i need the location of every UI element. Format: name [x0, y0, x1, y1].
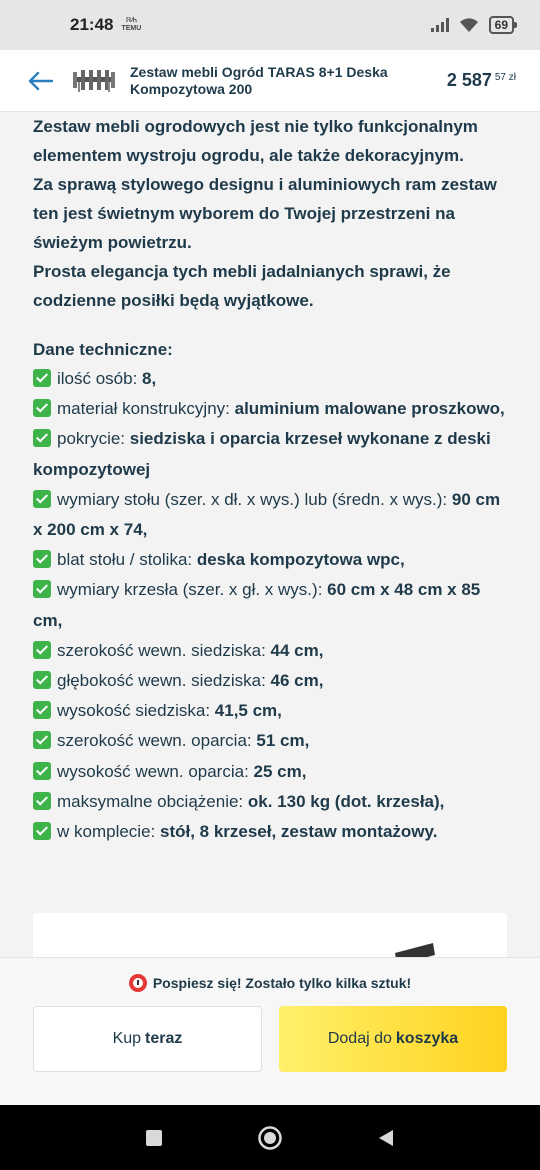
stock-alert-text: Pospiesz się! Zostało tylko kilka sztuk!	[152, 975, 412, 991]
tech-spec-value: 46 cm,	[270, 671, 324, 691]
square-icon	[145, 1129, 163, 1147]
tech-spec-label: pokrycie:	[57, 429, 130, 449]
buy-now-bold: teraz	[145, 1030, 183, 1047]
checkmark-icon	[33, 399, 51, 417]
tech-spec-item	[33, 726, 507, 756]
tech-spec-label: wysokość siedziska:	[57, 701, 215, 721]
add-to-cart-button[interactable]	[279, 1006, 507, 1072]
tech-spec-label: głębokość wewn. siedziska:	[57, 671, 271, 691]
checkmark-icon	[33, 671, 51, 689]
tech-spec-label: maksymalne obciążenie:	[57, 791, 248, 811]
checkmark-icon	[33, 762, 51, 780]
tech-spec-label: materiał konstrukcyjny:	[57, 399, 235, 419]
tech-spec-value: aluminium malowane proszkowo,	[234, 399, 505, 419]
tech-spec-label: wymiary krzesła (szer. x gł. x wys.):	[57, 580, 328, 600]
buy-now-prefix: Kup	[112, 1030, 142, 1047]
tech-spec-value: deska kompozytowa wpc,	[196, 550, 405, 570]
tech-spec-item	[33, 575, 507, 635]
back-button[interactable]	[24, 65, 56, 97]
tech-spec-value: 44 cm,	[270, 640, 324, 660]
system-nav-bar	[0, 1105, 540, 1170]
tech-spec-item	[33, 787, 507, 817]
stock-alert	[0, 974, 540, 992]
description-paragraph-1: Zestaw mebli ogrodowych jest nie tylko funkcjonalnym elementem wystroju ogrodu, ale także dekoracyjnym.	[33, 117, 478, 165]
tech-spec-item	[33, 424, 507, 484]
tech-spec-value: 8,	[142, 369, 157, 388]
product-header	[0, 50, 540, 112]
tech-spec-item	[33, 696, 507, 726]
tech-spec-item	[33, 636, 507, 666]
tech-spec-item	[33, 817, 507, 847]
tech-spec-value: 90 cm x 200 cm x 74,	[33, 489, 501, 540]
purchase-panel	[0, 957, 540, 1105]
checkmark-icon	[33, 731, 51, 749]
status-bar	[0, 0, 540, 50]
product-title: Zestaw mebli Ogród TARAS 8+1 Deska Kompozytowa 200	[130, 63, 388, 97]
back-nav-button[interactable]	[372, 1124, 400, 1152]
temu-status-icon	[121, 17, 141, 33]
tech-spec-value: 51 cm,	[256, 731, 310, 751]
add-to-cart-prefix: Dodaj do	[327, 1030, 392, 1047]
tech-spec-label: blat stołu / stolika:	[57, 550, 197, 570]
tech-spec-value: 25 cm,	[253, 761, 307, 781]
tech-spec-value: siedziska i oparcia krzeseł wykonane z deski kompozytowej	[33, 429, 491, 479]
checkmark-icon	[33, 580, 51, 598]
tech-spec-label: ilość osób:	[57, 369, 143, 388]
tech-spec-value: ok. 130 kg (dot. krzesła),	[247, 791, 445, 811]
checkmark-icon	[33, 822, 51, 840]
signal-icon	[431, 18, 449, 32]
tech-spec-item	[33, 485, 507, 545]
tech-spec-value: 41,5 cm,	[214, 701, 282, 721]
triangle-back-icon	[377, 1128, 395, 1148]
checkmark-icon	[33, 550, 51, 568]
buy-now-button[interactable]	[33, 1006, 262, 1072]
tech-spec-item	[33, 394, 507, 424]
product-price	[447, 70, 516, 91]
tech-spec-value: 60 cm x 48 cm x 85 cm,	[33, 580, 481, 630]
status-time: 21:48	[70, 15, 114, 34]
description-paragraph-3: Prosta elegancja tych mebli jadalnianych sprawi, że codzienne posiłki będą wyjątkowe.	[33, 262, 451, 310]
circle-icon	[257, 1125, 283, 1151]
price-sub: 57 zł	[494, 72, 516, 83]
tech-spec-label: szerokość wewn. oparcia:	[57, 731, 257, 751]
checkmark-icon	[33, 701, 51, 719]
tech-specs-title: Dane techniczne:	[33, 340, 173, 359]
tech-specs-list	[33, 364, 507, 847]
checkmark-icon	[33, 429, 51, 447]
tech-spec-label: wysokość wewn. oparcia:	[57, 761, 254, 781]
tech-spec-label: w komplecie:	[57, 822, 160, 842]
tech-spec-item	[33, 545, 507, 575]
price-main: 2 587	[446, 70, 492, 90]
product-description	[0, 112, 540, 957]
checkmark-icon	[33, 792, 51, 810]
description-paragraph-2: Za sprawą stylowego designu i aluminiowych ram zestaw ten jest świetnym wyborem do Twojej przestrzeni na świeżym powietrzu.	[33, 175, 497, 252]
product-thumbnail[interactable]	[70, 64, 118, 98]
checkmark-icon	[33, 369, 51, 387]
add-to-cart-bold: koszyka	[395, 1030, 459, 1047]
tech-spec-value: stół, 8 krzeseł, zestaw montażowy.	[159, 822, 438, 842]
status-icons	[431, 16, 514, 34]
home-button[interactable]	[256, 1124, 284, 1152]
battery-icon: 69	[489, 16, 514, 34]
arrow-left-icon	[27, 71, 53, 91]
checkmark-icon	[33, 490, 51, 508]
product-image-card[interactable]	[33, 913, 507, 957]
wifi-icon	[459, 17, 479, 33]
tech-spec-label: wymiary stołu (szer. x dł. x wys.) lub (średn. x wys.):	[57, 489, 452, 509]
tech-spec-item	[33, 364, 507, 394]
recent-apps-button[interactable]	[140, 1124, 168, 1152]
alarm-clock-icon	[129, 974, 147, 992]
tech-spec-item	[33, 666, 507, 696]
tech-spec-item	[33, 757, 507, 787]
checkmark-icon	[33, 641, 51, 659]
product-image-preview	[393, 943, 437, 957]
temu-status-bottom: TEMU	[121, 25, 142, 32]
tech-spec-label: szerokość wewn. siedziska:	[57, 640, 271, 660]
temu-status-top: ℝ⁄Ꮒ	[125, 17, 137, 24]
